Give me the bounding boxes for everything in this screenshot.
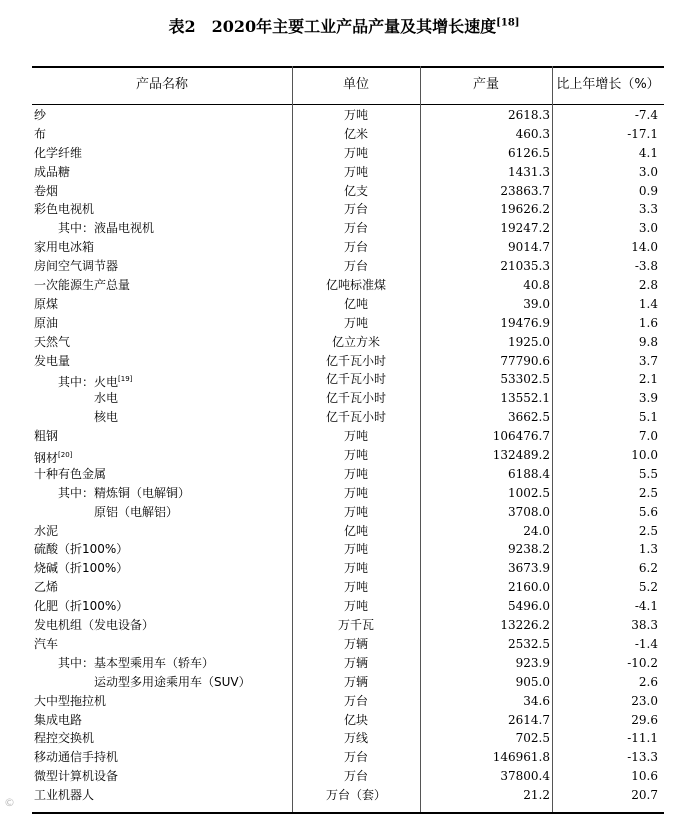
- table-row: [32, 370, 664, 389]
- product-name: 核电: [34, 410, 119, 425]
- product-name-cell: [34, 673, 290, 692]
- product-name-cell: [34, 635, 290, 654]
- output-cell: 19476.9: [500, 315, 550, 330]
- growth-cell: -7.4: [634, 108, 658, 122]
- growth-cell: 2.6: [638, 674, 658, 689]
- unit-cell: 亿立方米: [331, 334, 380, 349]
- product-name-cell: [34, 559, 290, 578]
- growth-cell: 4.1: [638, 145, 658, 160]
- unit-cell: 万台: [343, 769, 368, 784]
- output-cell: 6188.4: [508, 466, 550, 481]
- table-row: [32, 540, 664, 559]
- growth-cell: 2.5: [638, 523, 658, 538]
- output-cell: 24.0: [523, 523, 550, 538]
- product-name-cell: [34, 522, 290, 541]
- growth-cell: 3.9: [638, 391, 658, 406]
- table-row: [32, 219, 664, 238]
- product-name: 移动通信手持机: [34, 750, 119, 765]
- product-name: 程控交换机: [34, 731, 95, 746]
- header-unit: 单位: [342, 77, 369, 92]
- unit-cell: 万吨: [343, 164, 368, 179]
- unit-cell: 万台: [343, 202, 368, 217]
- product-name-cell: [34, 540, 290, 559]
- product-name-cell: [34, 276, 290, 295]
- growth-cell: 1.4: [638, 296, 658, 311]
- table-row: [32, 427, 664, 446]
- table-bottom-rule: [32, 812, 664, 814]
- product-name-cell: [34, 182, 290, 201]
- table-row: [32, 484, 664, 503]
- table-row: [32, 106, 664, 125]
- product-name-cell: [34, 616, 290, 635]
- growth-cell: -11.1: [627, 731, 658, 746]
- unit-cell: 亿千瓦小时: [325, 353, 386, 368]
- product-name-cell: [34, 427, 290, 446]
- growth-cell: 1.6: [638, 315, 658, 330]
- product-name-cell: [34, 389, 290, 408]
- product-name-cell: [34, 465, 290, 484]
- unit-cell: 亿千瓦小时: [325, 372, 386, 387]
- unit-cell: 亿千瓦小时: [325, 410, 386, 425]
- product-name: 集成电路: [34, 712, 83, 727]
- output-cell: 21.2: [523, 788, 550, 803]
- table-row: [32, 654, 664, 673]
- growth-cell: 29.6: [631, 712, 658, 727]
- growth-cell: 6.2: [638, 561, 658, 576]
- product-name: 其中：火电: [34, 375, 119, 390]
- output-cell: 37800.4: [500, 769, 550, 784]
- table-row: [32, 389, 664, 408]
- product-name: 原铝（电解铝）: [34, 504, 179, 519]
- output-cell: 460.3: [515, 126, 550, 141]
- growth-cell: -17.1: [627, 126, 658, 141]
- output-cell: 13552.1: [500, 391, 550, 406]
- product-name: 化肥（折100%）: [34, 599, 129, 614]
- table-row: [32, 200, 664, 219]
- table-row: [32, 408, 664, 427]
- product-name: 工业机器人: [34, 788, 95, 803]
- unit-cell: 万辆: [343, 636, 368, 651]
- growth-cell: 10.6: [631, 769, 658, 784]
- unit-cell: 万台: [343, 240, 368, 255]
- table-row: [32, 711, 664, 730]
- product-name: 微型计算机设备: [34, 769, 119, 784]
- product-name: 天然气: [34, 334, 71, 349]
- table-title: [0, 14, 688, 37]
- growth-cell: 3.7: [638, 353, 658, 368]
- unit-cell: 万吨: [343, 448, 368, 463]
- output-cell: 1431.3: [508, 164, 550, 179]
- growth-cell: 2.1: [638, 372, 658, 387]
- product-name: 其中：液晶电视机: [34, 221, 155, 236]
- product-name-cell: [34, 106, 290, 125]
- growth-cell: 2.8: [638, 278, 658, 293]
- table-row: [32, 597, 664, 616]
- product-name: 钢材: [34, 451, 59, 466]
- product-name: 原煤: [34, 296, 59, 311]
- header-growth: 比上年增长（%）: [556, 77, 660, 92]
- table-row: [32, 125, 664, 144]
- unit-cell: 万台（套）: [325, 788, 386, 803]
- table-row: [32, 314, 664, 333]
- table-row: [32, 786, 664, 805]
- growth-cell: 38.3: [631, 618, 658, 633]
- unit-cell: 万吨: [343, 599, 368, 614]
- header-name: 产品名称: [135, 77, 188, 92]
- table-row: [32, 635, 664, 654]
- output-cell: 2532.5: [508, 636, 550, 651]
- table-row: [32, 446, 664, 465]
- output-cell: 1925.0: [508, 334, 550, 349]
- product-name: 布: [34, 126, 47, 141]
- growth-cell: -1.4: [634, 636, 658, 651]
- unit-cell: 万吨: [343, 485, 368, 500]
- output-cell: 9238.2: [508, 542, 550, 557]
- output-cell: 2160.0: [508, 580, 550, 595]
- table-header-rule: [32, 104, 664, 105]
- product-name-cell: [34, 333, 290, 352]
- header-output: 产量: [472, 77, 499, 92]
- unit-cell: 亿支: [343, 183, 368, 198]
- table-row: [32, 578, 664, 597]
- growth-cell: 14.0: [631, 240, 658, 255]
- table-row: [32, 144, 664, 163]
- growth-cell: -10.2: [627, 655, 658, 670]
- output-cell: 905.0: [515, 674, 550, 689]
- output-cell: 5496.0: [508, 599, 550, 614]
- product-name-cell: [34, 692, 290, 711]
- unit-cell: 万台: [343, 259, 368, 274]
- product-name: 烧碱（折100%）: [34, 561, 129, 576]
- product-name: 运动型多用途乘用车（SUV）: [34, 674, 251, 689]
- product-name: 其中：基本型乘用车（轿车）: [34, 655, 215, 670]
- product-name-cell: [34, 408, 290, 427]
- unit-cell: 亿块: [343, 712, 368, 727]
- product-name: 大中型拖拉机: [34, 693, 107, 708]
- product-name: 发电机组（发电设备）: [34, 618, 155, 633]
- unit-cell: 万吨: [343, 561, 368, 576]
- table-row: [32, 559, 664, 578]
- unit-cell: 万辆: [343, 655, 368, 670]
- output-cell: 19247.2: [500, 221, 550, 236]
- growth-cell: 5.1: [638, 410, 658, 425]
- table-row: [32, 276, 664, 295]
- product-name: 其中：精炼铜（电解铜）: [34, 485, 191, 500]
- unit-cell: 万千瓦: [337, 618, 374, 633]
- growth-cell: 3.0: [638, 221, 658, 236]
- product-name-cell: [34, 314, 290, 333]
- unit-cell: 亿米: [343, 126, 368, 141]
- product-name-cell: [34, 503, 290, 522]
- unit-cell: 万吨: [343, 145, 368, 160]
- output-cell: 39.0: [523, 296, 550, 311]
- product-name: 家用电冰箱: [34, 240, 95, 255]
- growth-cell: 23.0: [631, 693, 658, 708]
- output-cell: 923.9: [515, 655, 550, 670]
- output-cell: 1002.5: [508, 485, 550, 500]
- product-name-cell: [34, 786, 290, 805]
- product-name: 彩色电视机: [34, 202, 95, 217]
- table-row: [32, 692, 664, 711]
- unit-cell: 万台: [343, 693, 368, 708]
- table-row: [32, 257, 664, 276]
- table-row: [32, 352, 664, 371]
- output-cell: 132489.2: [492, 448, 550, 463]
- product-name-cell: [34, 219, 290, 238]
- product-name-cell: [34, 484, 290, 503]
- table-title-text: 表2 2020年主要工业产品产量及其增长速度: [168, 17, 497, 36]
- product-name-cell: [34, 711, 290, 730]
- growth-cell: 3.3: [638, 202, 658, 217]
- output-cell: 53302.5: [500, 372, 550, 387]
- footnote-marker: [19]: [118, 375, 133, 384]
- product-name-cell: [34, 163, 290, 182]
- table-row: [32, 163, 664, 182]
- table-row: [32, 748, 664, 767]
- growth-cell: 7.0: [638, 429, 658, 444]
- output-cell: 2614.7: [508, 712, 550, 727]
- output-cell: 6126.5: [508, 145, 550, 160]
- product-name-cell: [34, 654, 290, 673]
- output-cell: 3673.9: [508, 561, 550, 576]
- table-title-note: [18]: [496, 17, 520, 29]
- product-name-cell: [34, 295, 290, 314]
- product-name: 水泥: [34, 523, 59, 538]
- footnote-marker: [20]: [58, 451, 73, 460]
- product-name-cell: [34, 144, 290, 163]
- output-cell: 34.6: [523, 693, 550, 708]
- product-name-cell: [34, 748, 290, 767]
- output-cell: 19626.2: [500, 202, 550, 217]
- output-cell: 77790.6: [500, 353, 550, 368]
- output-cell: 106476.7: [492, 429, 550, 444]
- product-name-cell: [34, 597, 290, 616]
- growth-cell: 0.9: [638, 183, 658, 198]
- output-cell: 21035.3: [500, 259, 550, 274]
- table-row: [32, 295, 664, 314]
- output-cell: 9014.7: [508, 240, 550, 255]
- unit-cell: 万吨: [343, 108, 368, 122]
- product-name: 一次能源生产总量: [34, 278, 131, 293]
- unit-cell: 万吨: [343, 466, 368, 481]
- unit-cell: 万吨: [343, 580, 368, 595]
- output-cell: 146961.8: [492, 750, 550, 765]
- unit-cell: 万吨: [343, 504, 368, 519]
- product-name: 硫酸（折100%）: [34, 542, 129, 557]
- output-cell: 23863.7: [500, 183, 550, 198]
- output-cell: 13226.2: [500, 618, 550, 633]
- growth-cell: 3.0: [638, 164, 658, 179]
- product-name: 原油: [34, 315, 59, 330]
- growth-cell: -4.1: [634, 599, 658, 614]
- growth-cell: 1.3: [638, 542, 658, 557]
- product-name-cell: [34, 257, 290, 276]
- table-row: [32, 767, 664, 786]
- table-row: [32, 238, 664, 257]
- output-cell: 3662.5: [508, 410, 550, 425]
- unit-cell: 万辆: [343, 674, 368, 689]
- unit-cell: 亿吨: [343, 296, 368, 311]
- product-name: 汽车: [34, 636, 59, 651]
- growth-cell: 2.5: [638, 485, 658, 500]
- growth-cell: -13.3: [627, 750, 658, 765]
- unit-cell: 万台: [343, 221, 368, 236]
- product-name: 成品糖: [34, 164, 71, 179]
- growth-cell: 5.5: [638, 466, 658, 481]
- output-cell: 3708.0: [508, 504, 550, 519]
- unit-cell: 万台: [343, 750, 368, 765]
- table-row: [32, 503, 664, 522]
- product-name-cell: [34, 200, 290, 219]
- table-row: [32, 182, 664, 201]
- product-name-cell: [34, 729, 290, 748]
- unit-cell: 亿吨: [343, 523, 368, 538]
- output-cell: 2618.3: [508, 108, 550, 122]
- product-name-cell: [34, 767, 290, 786]
- table-body: [32, 106, 664, 805]
- table-row: [32, 333, 664, 352]
- table-row: [32, 673, 664, 692]
- product-name-cell: [34, 578, 290, 597]
- growth-cell: 10.0: [631, 448, 658, 463]
- product-name-cell: [34, 238, 290, 257]
- unit-cell: 万线: [343, 731, 368, 746]
- unit-cell: 亿千瓦小时: [325, 391, 386, 406]
- product-name: 卷烟: [34, 183, 59, 198]
- growth-cell: 9.8: [638, 334, 658, 349]
- unit-cell: 万吨: [343, 315, 368, 330]
- product-name-cell: [34, 125, 290, 144]
- table-row: [32, 465, 664, 484]
- product-name: 乙烯: [34, 580, 59, 595]
- output-cell: 40.8: [523, 278, 550, 293]
- growth-cell: -3.8: [634, 259, 658, 274]
- product-name: 十种有色金属: [34, 466, 107, 481]
- product-name: 纱: [34, 108, 47, 122]
- output-cell: 702.5: [515, 731, 550, 746]
- product-name-cell: [34, 352, 290, 371]
- table-row: [32, 522, 664, 541]
- unit-cell: 万吨: [343, 429, 368, 444]
- unit-cell: 亿吨标准煤: [325, 278, 386, 293]
- product-name: 房间空气调节器: [34, 259, 119, 274]
- product-name: 水电: [34, 391, 119, 406]
- watermark-icon: ©: [4, 796, 15, 809]
- table-row: [32, 729, 664, 748]
- growth-cell: 5.6: [638, 504, 658, 519]
- product-name: 发电量: [34, 353, 71, 368]
- growth-cell: 20.7: [631, 788, 658, 803]
- unit-cell: 万吨: [343, 542, 368, 557]
- product-name: 粗钢: [34, 429, 59, 444]
- growth-cell: 5.2: [638, 580, 658, 595]
- table-row: [32, 616, 664, 635]
- product-name: 化学纤维: [34, 145, 83, 160]
